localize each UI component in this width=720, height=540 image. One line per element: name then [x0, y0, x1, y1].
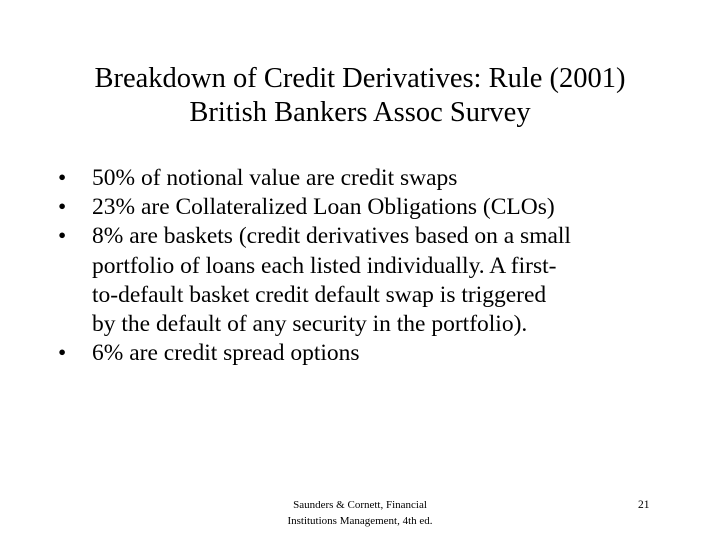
bullet-text-line: 6% are credit spread options [92, 340, 360, 367]
slide-title [40, 62, 680, 130]
bullet-text-line: 23% are Collateralized Loan Obligations (CLOs) [92, 194, 555, 221]
bullet-item [58, 339, 678, 368]
slide-title-line-2: British Bankers Assoc Survey [189, 97, 531, 128]
bullet-icon: • [58, 340, 67, 367]
footer-source-line-2: Institutions Management, 4th ed. [287, 515, 433, 527]
bullet-icon: • [58, 165, 67, 191]
bullet-text-line: 50% of notional value are credit swaps [92, 165, 458, 191]
bullet-item [58, 193, 678, 222]
page-number: 21 [638, 499, 650, 511]
bullet-list [58, 164, 678, 368]
footer-source [240, 497, 480, 529]
slide-title-line-1: Breakdown of Credit Derivatives: Rule (2001) [94, 63, 626, 94]
bullet-icon: • [58, 194, 67, 221]
footer-source-line-1: Saunders & Cornett, Financial [293, 499, 427, 511]
bullet-item [58, 222, 678, 339]
bullet-text-line: portfolio of loans each listed individually. A first- [92, 252, 557, 279]
bullet-item [58, 164, 678, 193]
bullet-text-line: to-default basket credit default swap is triggered [92, 281, 547, 308]
bullet-icon: • [58, 223, 67, 250]
bullet-text-line: 8% are baskets (credit derivatives based on a small [92, 223, 571, 250]
bullet-text-line: by the default of any security in the portfolio). [92, 311, 528, 338]
